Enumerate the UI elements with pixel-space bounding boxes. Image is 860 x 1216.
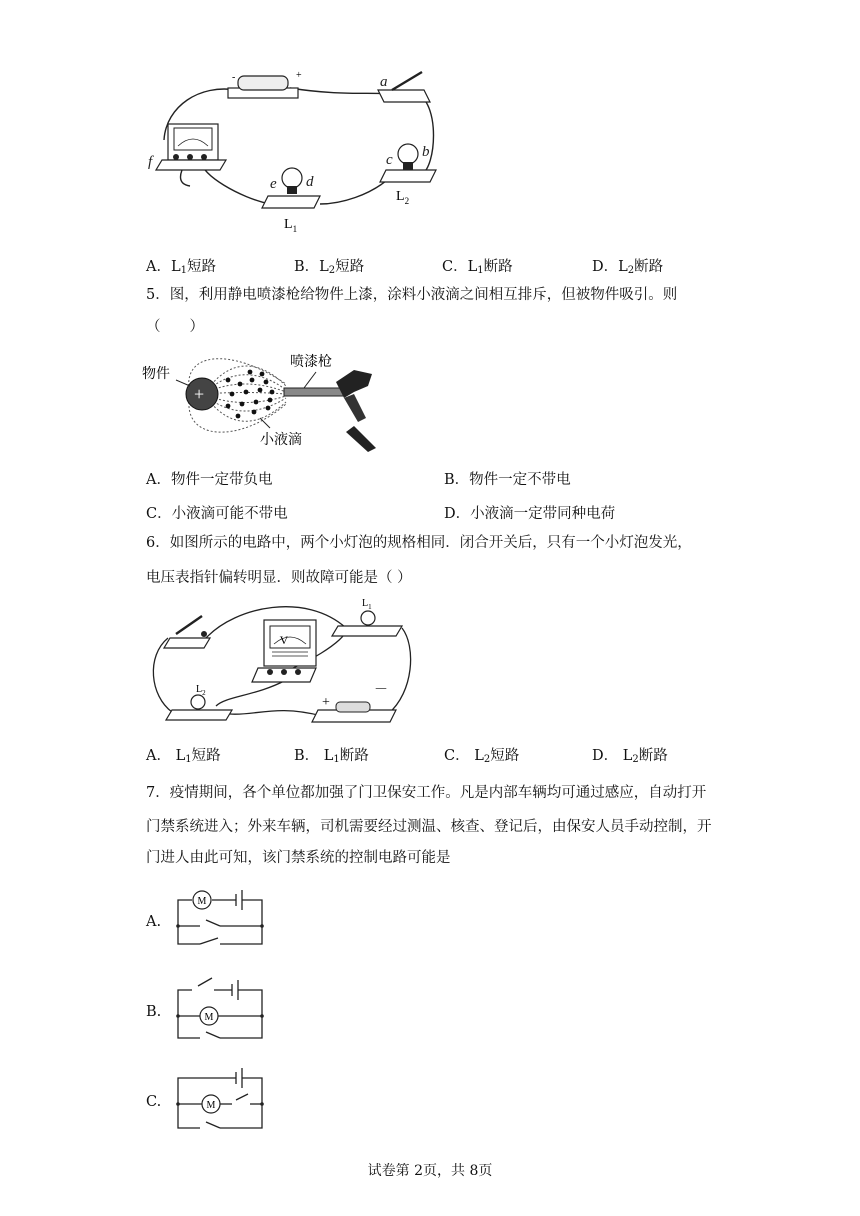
battery-minus: － bbox=[374, 683, 388, 698]
q7-option-a-label[interactable]: A. bbox=[146, 914, 162, 930]
bulb-l1-icon bbox=[332, 611, 402, 636]
q4-option-b[interactable]: B．$L_2$短路 bbox=[294, 259, 365, 276]
q4-circuit-figure bbox=[140, 66, 440, 238]
q6-stem-line2: 电压表指针偏转明显．则故障可能是（ ） bbox=[146, 570, 412, 586]
label-c: c bbox=[386, 152, 393, 168]
q5-option-d[interactable]: D．小液滴一定带同种电荷 bbox=[444, 506, 616, 522]
q4-option-c[interactable]: C．$L_1$断路 bbox=[442, 259, 513, 276]
motor-a: M bbox=[197, 896, 207, 907]
q7-option-c-label[interactable]: C. bbox=[146, 1094, 162, 1110]
q5-stem-line2: （ ） bbox=[146, 319, 204, 335]
q5-option-a[interactable]: A．物件一定带负电 bbox=[146, 472, 273, 488]
motor-b: M bbox=[204, 1012, 214, 1023]
q7-option-a-circuit[interactable] bbox=[170, 886, 270, 952]
bulb-l2-icon bbox=[166, 695, 232, 720]
q7-stem-line3: 门进人由此可知，该门禁系统的控制电路可能是 bbox=[146, 850, 451, 866]
q7-option-c-circuit[interactable] bbox=[170, 1064, 270, 1140]
q4-option-d[interactable]: D．$L_2$断路 bbox=[592, 259, 664, 276]
svg-text:-: - bbox=[232, 72, 236, 83]
label-b: b bbox=[422, 144, 430, 160]
ammeter-icon bbox=[156, 124, 226, 170]
q6-stem-line1: 6．如图所示的电路中，两个小灯泡的规格相同．闭合开关后，只有一个小灯泡发光， bbox=[146, 535, 692, 551]
q4-option-a[interactable]: A．$L_1$短路 bbox=[146, 259, 216, 276]
battery-icon bbox=[228, 70, 302, 98]
battery-plus: + bbox=[322, 695, 330, 710]
label-object: 物件 bbox=[142, 366, 170, 382]
voltmeter-icon bbox=[252, 620, 316, 682]
page-footer: 试卷第 2页，共 8页 bbox=[367, 1163, 493, 1179]
label-f: f bbox=[148, 154, 153, 170]
q6-option-a[interactable]: A． $L_1$短路 bbox=[146, 748, 221, 765]
label-l1: $L_1$ bbox=[284, 217, 298, 234]
label-gun: 喷漆枪 bbox=[290, 354, 332, 370]
q5-option-b[interactable]: B．物件一定不带电 bbox=[444, 472, 571, 488]
q6-option-d[interactable]: D． $L_2$断路 bbox=[592, 748, 668, 765]
meter-label: V bbox=[279, 633, 289, 647]
label-a: a bbox=[380, 74, 388, 90]
q6-option-b[interactable]: B． $L_1$断路 bbox=[294, 748, 369, 765]
svg-text:+: + bbox=[194, 384, 205, 404]
q5-spray-gun-figure bbox=[140, 352, 390, 462]
q6-circuit-figure bbox=[146, 596, 418, 726]
label-e: e bbox=[270, 176, 277, 192]
battery-icon bbox=[312, 683, 396, 722]
label-d: d bbox=[306, 174, 314, 190]
switch-icon bbox=[164, 616, 210, 648]
q5-stem-line1: 5．图，利用静电喷漆枪给物件上漆，涂料小液滴之间相互排斥，但被物件吸引。则 bbox=[146, 287, 678, 303]
label-l2: $L_2$ bbox=[196, 684, 206, 697]
motor-c: M bbox=[206, 1100, 216, 1111]
q7-option-b-label[interactable]: B. bbox=[146, 1004, 162, 1020]
label-droplets: 小液滴 bbox=[260, 432, 302, 448]
label-l2: $L_2$ bbox=[396, 189, 410, 206]
svg-text:+: + bbox=[296, 70, 302, 81]
q7-stem-line2: 门禁系统进入；外来车辆，司机需要经过测温、核查、登记后，由保安人员手动控制，开 bbox=[146, 819, 712, 835]
label-l1: $L_1$ bbox=[362, 598, 372, 611]
q5-option-c[interactable]: C．小液滴可能不带电 bbox=[146, 506, 288, 522]
q7-option-b-circuit[interactable] bbox=[170, 970, 270, 1046]
q7-stem-line1: 7．疫情期间，各个单位都加强了门卫保安工作。凡是内部车辆均可通过感应，自动打开 bbox=[146, 785, 707, 801]
q6-option-c[interactable]: C． $L_2$短路 bbox=[444, 748, 520, 765]
